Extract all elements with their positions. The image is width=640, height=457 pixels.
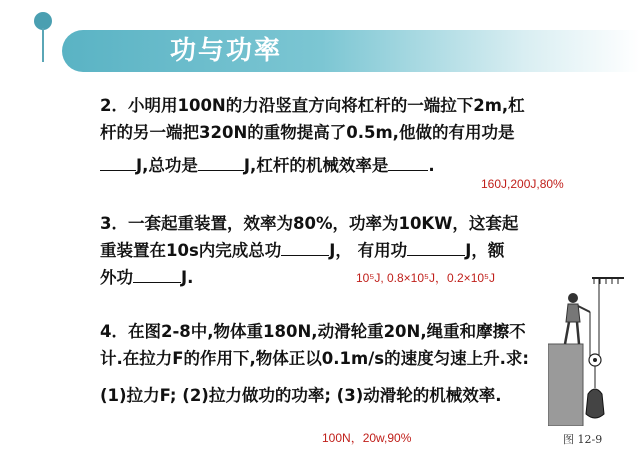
blank xyxy=(388,152,428,171)
question-4-line-3: (1)拉力F; (2)拉力做功的功率; (3)动滑轮的机械效率. xyxy=(100,386,502,405)
question-2 xyxy=(100,92,560,179)
answer-2: 160J,200J,80% xyxy=(481,177,564,191)
blank xyxy=(133,264,181,283)
page-title: 功与功率 xyxy=(170,36,283,66)
question-2-line-2: 杆的另一端把320N的重物提高了0.5m,他做的有用功是 xyxy=(100,123,515,142)
decorative-pin-line xyxy=(42,28,44,62)
blank xyxy=(281,237,329,256)
question-3-line-3: 外功 J. xyxy=(100,264,560,291)
pulley-figure xyxy=(548,276,628,426)
question-4-line-2: 计.在拉力F的作用下,物体正以0.1m/s的速度匀速上升.求: xyxy=(100,349,529,368)
blank xyxy=(198,152,244,171)
blank xyxy=(100,152,136,171)
question-3-line-1: 3．一套起重装置，效率为80%，功率为10KW，这套起 xyxy=(100,214,519,233)
question-3-line-2: 重装置在10s内完成总功 J， 有用功 J，额 xyxy=(100,237,560,264)
answer-3: 10⁵J, 0.8×10⁵J，0.2×10⁵J xyxy=(356,271,496,285)
figure-label: 图 12-9 xyxy=(563,433,603,446)
question-2-line-1: 2．小明用100N的力沿竖直方向将杠杆的一端拉下2m,杠 xyxy=(100,96,525,115)
question-4 xyxy=(100,318,565,409)
answer-4: 100N，20w,90% xyxy=(322,431,412,445)
question-4-line-1: 4．在图2-8中,物体重180N,动滑轮重20N,绳重和摩擦不 xyxy=(100,322,526,341)
question-2-line-3: J,总功是 J,杠杆的机械效率是 . xyxy=(100,152,560,179)
blank xyxy=(407,237,465,256)
title-banner xyxy=(62,30,640,72)
